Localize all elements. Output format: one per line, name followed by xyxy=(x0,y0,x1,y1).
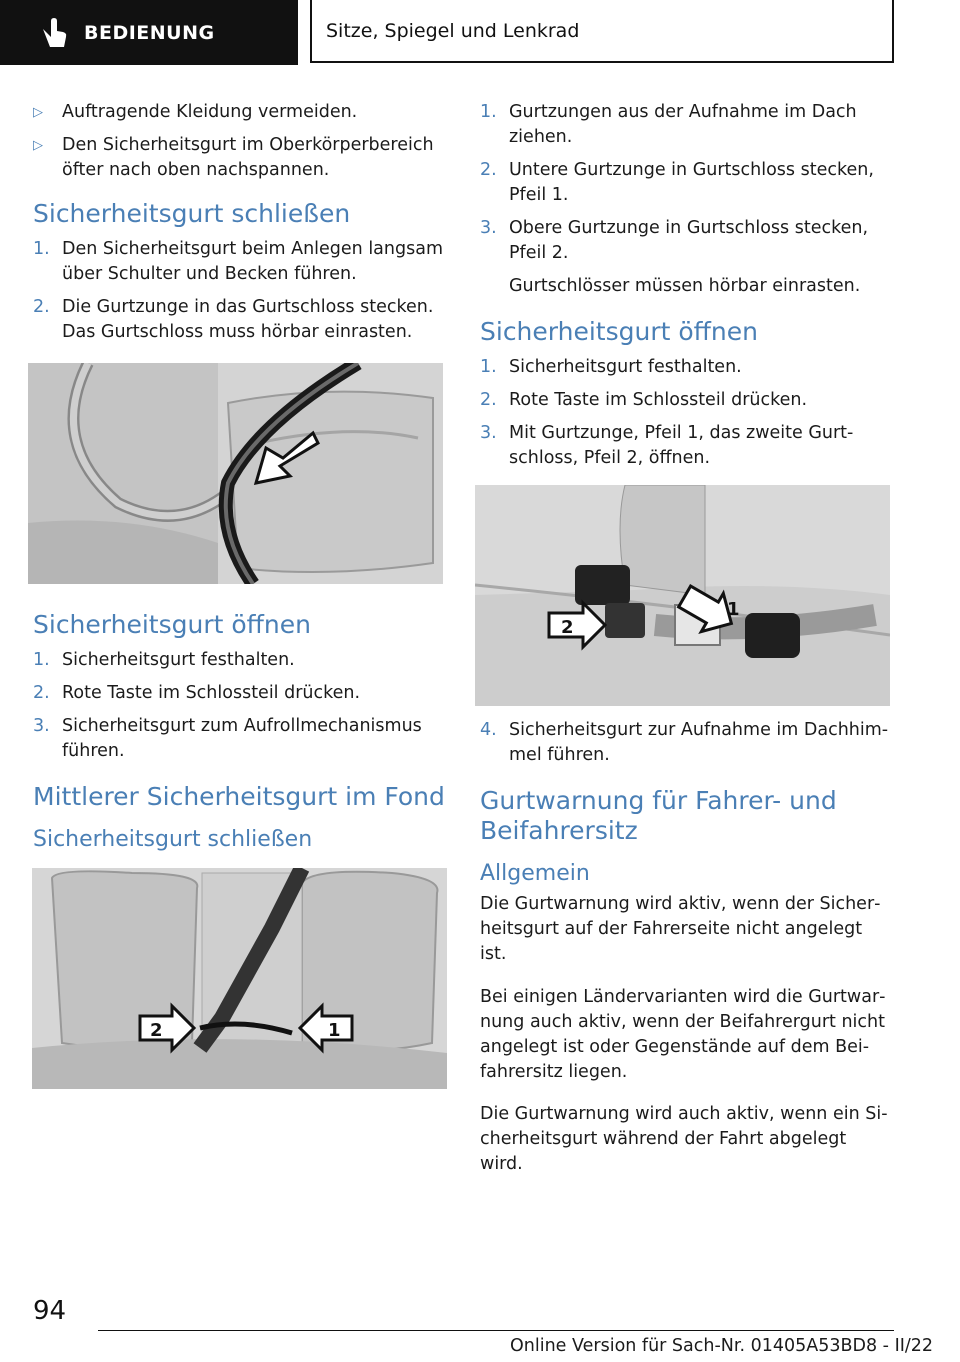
fig-label-2: 2 xyxy=(150,1020,163,1041)
list-item: 4. Sicherheitsgurt zur Aufnahme im Dachhimmel führen. xyxy=(480,720,889,765)
left-column xyxy=(33,100,445,1089)
subheading-general: Allgemein xyxy=(480,861,590,886)
fig-label-1: 1 xyxy=(727,599,740,620)
paragraph: Die Gurtwarnung wird auch aktiv, wenn ein Sicherheitsgurt während der Fahrt abgelegt wird. xyxy=(480,1104,888,1174)
list-item: 1. Sicherheitsgurt festhalten. xyxy=(480,357,742,377)
heading-open-belt-right: Sicherheitsgurt öffnen xyxy=(480,317,758,346)
right-column xyxy=(480,100,892,1186)
note-text: Gurtschlösser müssen hörbar einrasten. xyxy=(509,276,861,296)
figure-rear-middle-belt xyxy=(32,868,447,1089)
fig-label-2: 2 xyxy=(561,617,574,638)
hand-pointer-icon xyxy=(36,15,72,51)
fig-label-1: 1 xyxy=(328,1020,341,1041)
heading-close-belt: Sicherheitsgurt schließen xyxy=(33,199,351,228)
chapter-header xyxy=(310,0,894,63)
list-item: 1. Gurtzungen aus der Aufnahme im Dach ziehen. xyxy=(480,102,857,147)
paragraph: Bei einigen Ländervarianten wird die Gurtwarnung auch aktiv, wenn der Beifahrergurt nicht angelegt ist oder Gegenstände auf dem Beifahrersitz liegen. xyxy=(480,986,886,1082)
heading-open-belt: Sicherheitsgurt öffnen xyxy=(33,610,311,639)
heading-belt-warning: Gurtwarnung für Fahrer- und Beifahrersitz xyxy=(480,786,837,845)
heading-middle-belt: Mittlerer Sicherheitsgurt im Fond xyxy=(33,782,445,811)
online-version-note: Online Version für Sach-Nr. 01405A53BD8 - II/22 xyxy=(510,1336,934,1356)
figure-front-seat-belt xyxy=(28,363,443,584)
figure-second-buckle xyxy=(475,485,890,706)
list-item: 3. Mit Gurtzunge, Pfeil 1, das zweite Gurtschloss, Pfeil 2, öffnen. xyxy=(480,423,854,468)
page-number: 94 xyxy=(33,1296,67,1326)
section-title: BEDIENUNG xyxy=(84,21,215,44)
subheading-middle-close: Sicherheitsgurt schließen xyxy=(33,827,313,852)
list-item: 2. Die Gurtzunge in das Gurtschloss stecken. Das Gurtschloss muss hörbar einrasten. xyxy=(33,297,434,342)
list-item: 3. Sicherheitsgurt zum Aufrollmechanismus führen. xyxy=(33,716,422,761)
section-header xyxy=(0,0,298,65)
list-item: 2. Untere Gurtzunge in Gurtschloss stecken, Pfeil 1. xyxy=(480,160,874,205)
paragraph: Die Gurtwarnung wird aktiv, wenn der Sicherheitsgurt auf der Fahrerseite nicht angelegt ist. xyxy=(480,894,881,964)
chapter-title: Sitze, Spiegel und Lenkrad xyxy=(326,19,580,42)
list-item: 2. Rote Taste im Schlossteil drücken. xyxy=(33,683,361,703)
list-item: 1. Sicherheitsgurt festhalten. xyxy=(33,650,295,670)
bullet-item: ▷ Den Sicherheitsgurt im Oberkörperbereich öfter nach oben nachspannen. xyxy=(33,135,434,180)
triangle-right-icon: ▷ xyxy=(33,105,43,120)
list-item: 2. Rote Taste im Schlossteil drücken. xyxy=(480,390,808,410)
footer-divider xyxy=(98,1330,894,1331)
list-item: 1. Den Sicherheitsgurt beim Anlegen langsam über Schulter und Becken führen. xyxy=(33,239,443,284)
bullet-item: ▷ Auftragende Kleidung vermeiden. xyxy=(33,100,445,125)
list-item: 3. Obere Gurtzunge in Gurtschloss stecken, Pfeil 2. xyxy=(480,218,869,263)
triangle-right-icon: ▷ xyxy=(33,138,43,153)
